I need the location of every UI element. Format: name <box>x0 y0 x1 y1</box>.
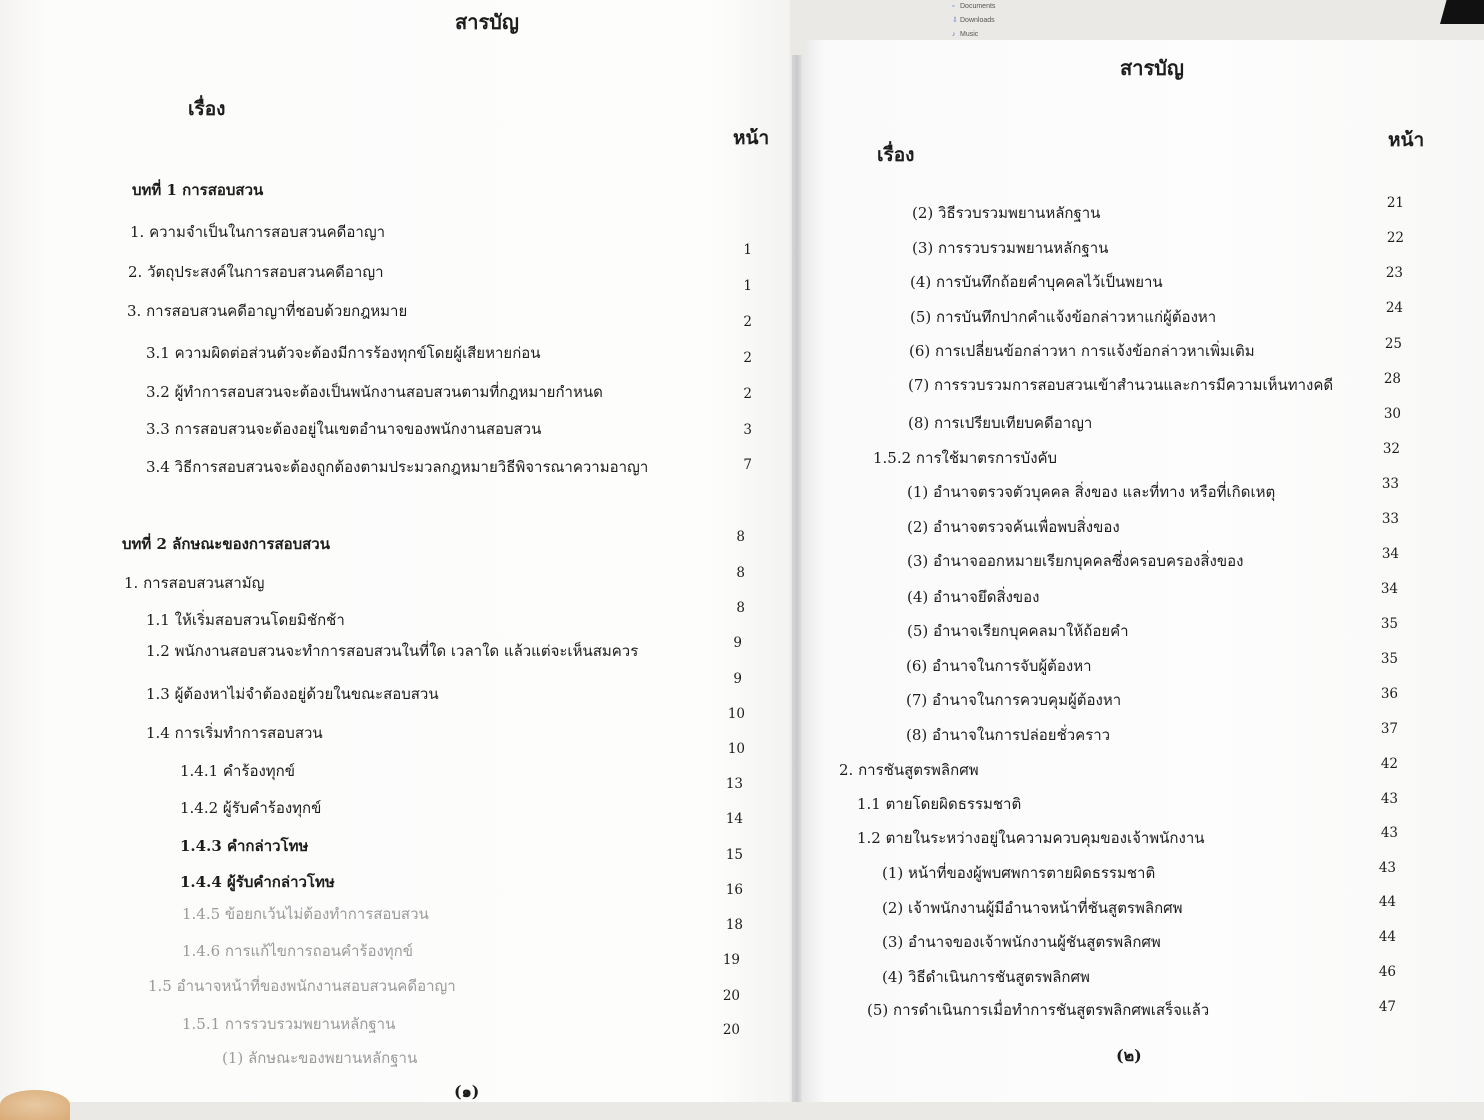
toc-entry: (1) ลักษณะของพยานหลักฐาน <box>222 1049 418 1067</box>
toc-page-number: 21 <box>1386 195 1404 211</box>
document-icon: ▫ <box>952 3 955 10</box>
toc-page-number: 22 <box>1386 230 1404 246</box>
column-header-topic: เรื่อง <box>188 98 226 120</box>
toc-page-number: 42 <box>1380 756 1398 772</box>
toc-page-number: 28 <box>1383 371 1401 387</box>
toc-entry: (3) อำนาจของเจ้าพนักงานผู้ชันสูตรพลิกศพ <box>882 933 1161 951</box>
page-footer-number: (๑) <box>454 1082 480 1101</box>
toc-entry: (4) วิธีดำเนินการชันสูตรพลิกศพ <box>882 968 1090 986</box>
toc-page-number: 9 <box>733 635 742 651</box>
background-file-explorer: ▫ Documents ⇩ Downloads ♪ Music <box>952 0 995 42</box>
toc-page-number: 14 <box>725 811 743 827</box>
toc-entry: 1.4.3 คำกล่าวโทษ <box>180 837 309 855</box>
toc-page-number: 35 <box>1380 651 1398 667</box>
toc-entry: 1.1 ตายโดยผิดธรรมชาติ <box>857 795 1022 813</box>
column-header-topic: เรื่อง <box>877 144 915 166</box>
toc-entry: 1.4.4 ผู้รับคำกล่าวโทษ <box>180 873 335 891</box>
toc-entry: 1.2 ตายในระหว่างอยู่ในความควบคุมของเจ้าพนักงาน <box>857 829 1205 847</box>
toc-page-number: 16 <box>725 882 743 898</box>
toc-entry: 1. การสอบสวนสามัญ <box>124 574 265 592</box>
page-title: สารบัญ <box>1120 56 1184 80</box>
toc-page-number: 43 <box>1378 860 1396 876</box>
toc-entry: (8) อำนาจในการปล่อยชั่วคราว <box>906 726 1111 744</box>
page-title: สารบัญ <box>455 10 519 34</box>
page-footer-number: (๒) <box>1116 1046 1142 1065</box>
toc-page-number: 7 <box>743 457 752 473</box>
toc-page-number: 33 <box>1381 511 1399 527</box>
toc-entry: (8) การเปรียบเทียบคดีอาญา <box>908 414 1093 432</box>
toc-entry: 3.2 ผู้ทำการสอบสวนจะต้องเป็นพนักงานสอบสวนตามที่กฎหมายกำหนด <box>146 383 603 401</box>
toc-entry: (3) การรวบรวมพยานหลักฐาน <box>912 239 1109 257</box>
book-spine <box>792 55 802 1102</box>
toc-entry: 3.4 วิธีการสอบสวนจะต้องถูกต้องตามประมวลกฎหมายวิธีพิจารณาความอาญา <box>146 458 649 476</box>
toc-page-number: 33 <box>1381 476 1399 492</box>
toc-page-number: 30 <box>1383 406 1401 422</box>
toc-page-right <box>804 40 1484 1102</box>
toc-entry: 1.4 การเริ่มทำการสอบสวน <box>146 724 323 742</box>
toc-entry: (6) การเปลี่ยนข้อกล่าวหา การแจ้งข้อกล่าวหาเพิ่มเติม <box>909 342 1255 360</box>
background-dark-object <box>1440 0 1484 24</box>
toc-page-number: 43 <box>1380 825 1398 841</box>
toc-page-number: 25 <box>1384 336 1402 352</box>
toc-entry: (7) การรวบรวมการสอบสวนเข้าสำนวนและการมีความเห็นทางคดี <box>908 376 1334 394</box>
toc-page-number: 1 <box>743 278 752 294</box>
toc-page-number: 24 <box>1385 300 1403 316</box>
toc-page-number: 47 <box>1378 999 1396 1015</box>
toc-entry: 3.3 การสอบสวนจะต้องอยู่ในเขตอำนาจของพนักงานสอบสวน <box>146 420 542 438</box>
toc-entry: (4) อำนาจยึดสิ่งของ <box>907 588 1040 606</box>
toc-page-number: 19 <box>722 952 740 968</box>
toc-entry: (5) อำนาจเรียกบุคคลมาให้ถ้อยคำ <box>907 622 1129 640</box>
column-header-page: หน้า <box>733 127 770 149</box>
toc-entry: 2. วัตถุประสงค์ในการสอบสวนคดีอาญา <box>128 263 384 281</box>
toc-entry: 3.1 ความผิดต่อส่วนตัวจะต้องมีการร้องทุกข์โดยผู้เสียหายก่อน <box>146 344 541 362</box>
toc-page-number: 8 <box>736 600 745 616</box>
toc-entry: 1.4.2 ผู้รับคำร้องทุกข์ <box>180 799 322 817</box>
toc-entry: (4) การบันทึกถ้อยคำบุคคลไว้เป็นพยาน <box>910 273 1163 291</box>
toc-page-number: 36 <box>1380 686 1398 702</box>
toc-page-number: 10 <box>727 741 745 757</box>
toc-page-number: 8 <box>736 529 745 545</box>
toc-page-number: 2 <box>743 386 752 402</box>
toc-entry: (5) การดำเนินการเมื่อทำการชันสูตรพลิกศพเสร็จแล้ว <box>867 1001 1210 1019</box>
toc-page-number: 43 <box>1380 791 1398 807</box>
toc-page-number: 46 <box>1378 964 1396 980</box>
toc-entry: 3. การสอบสวนคดีอาญาที่ชอบด้วยกฎหมาย <box>127 302 408 320</box>
toc-entry: 1.4.5 ข้อยกเว้นไม่ต้องทำการสอบสวน <box>182 905 429 923</box>
toc-page-number: 44 <box>1378 894 1396 910</box>
toc-page-number: 1 <box>743 242 752 258</box>
toc-page-number: 2 <box>743 350 752 366</box>
toc-page-number: 18 <box>725 917 743 933</box>
toc-entry: 1.3 ผู้ต้องหาไม่จำต้องอยู่ด้วยในขณะสอบสวน <box>146 685 439 703</box>
toc-entry: 1.5 อำนาจหน้าที่ของพนักงานสอบสวนคดีอาญา <box>148 977 456 995</box>
toc-entry: (2) อำนาจตรวจค้นเพื่อพบสิ่งของ <box>907 518 1120 536</box>
toc-entry: (1) อำนาจตรวจตัวบุคคล สิ่งของ และที่ทาง หรือที่เกิดเหตุ <box>907 483 1276 501</box>
toc-entry: (6) อำนาจในการจับผู้ต้องหา <box>906 657 1092 675</box>
toc-page-number: 3 <box>743 422 752 438</box>
toc-entry: (7) อำนาจในการควบคุมผู้ต้องหา <box>906 691 1122 709</box>
toc-entry: 1.4.6 การแก้ไขการถอนคำร้องทุกข์ <box>182 942 414 960</box>
toc-page-number: 44 <box>1378 929 1396 945</box>
music-icon: ♪ <box>952 31 956 38</box>
toc-page-number: 2 <box>743 314 752 330</box>
toc-page-number: 20 <box>722 1022 740 1038</box>
toc-entry: 1. ความจำเป็นในการสอบสวนคดีอาญา <box>130 223 386 241</box>
toc-entry: 1.5.1 การรวบรวมพยานหลักฐาน <box>182 1015 396 1033</box>
toc-entry: 1.4.1 คำร้องทุกข์ <box>180 762 296 780</box>
toc-page-number: 34 <box>1381 546 1399 562</box>
toc-page-number: 35 <box>1380 616 1398 632</box>
finger-in-frame <box>0 1090 70 1120</box>
toc-entry: (2) วิธีรวบรวมพยานหลักฐาน <box>912 204 1101 222</box>
toc-entry: (3) อำนาจออกหมายเรียกบุคคลซึ่งครอบครองสิ่งของ <box>907 552 1244 570</box>
toc-page-number: 37 <box>1380 721 1398 737</box>
toc-entry: 2. การชันสูตรพลิกศพ <box>839 761 979 779</box>
toc-entry: (2) เจ้าพนักงานผู้มีอำนาจหน้าที่ชันสูตรพลิกศพ <box>882 899 1183 917</box>
toc-page-number: 8 <box>736 565 745 581</box>
toc-page-number: 34 <box>1380 581 1398 597</box>
toc-page-number: 13 <box>725 776 743 792</box>
toc-page-number: 23 <box>1385 265 1403 281</box>
toc-entry: 1.5.2 การใช้มาตรการบังคับ <box>873 449 1058 467</box>
toc-page-number: 10 <box>727 706 745 722</box>
column-header-page: หน้า <box>1388 129 1425 151</box>
toc-entry: (1) หน้าที่ของผู้พบศพการตายผิดธรรมชาติ <box>882 864 1156 882</box>
toc-page-number: 20 <box>722 988 740 1004</box>
download-icon: ⇩ <box>952 17 958 24</box>
toc-page-number: 32 <box>1382 441 1400 457</box>
toc-chapter-heading: บทที่ 1 การสอบสวน <box>132 181 264 199</box>
toc-page-number: 15 <box>725 847 743 863</box>
toc-chapter-heading: บทที่ 2 ลักษณะของการสอบสวน <box>122 535 330 553</box>
toc-entry: 1.2 พนักงานสอบสวนจะทำการสอบสวนในที่ใด เวลาใด แล้วแต่จะเห็นสมควร <box>146 642 639 660</box>
toc-entry: 1.1 ให้เริ่มสอบสวนโดยมิชักช้า <box>146 611 345 629</box>
toc-page-number: 9 <box>733 671 742 687</box>
toc-entry: (5) การบันทึกปากคำแจ้งข้อกล่าวหาแก่ผู้ต้องหา <box>910 308 1217 326</box>
